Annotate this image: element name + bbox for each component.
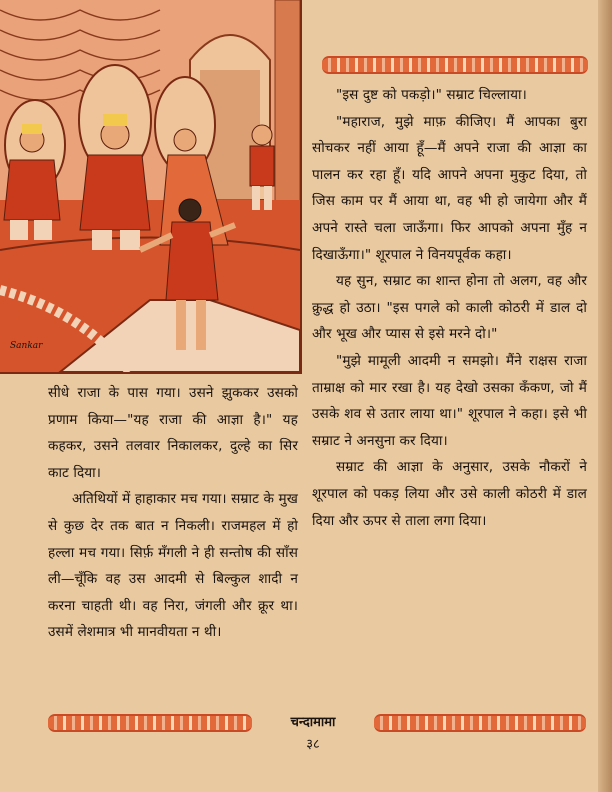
pillar: [275, 0, 300, 220]
page-number: ३८: [306, 737, 320, 752]
court-scene-image: [0, 0, 300, 372]
magazine-title: चन्दामामा: [290, 715, 336, 730]
artist-signature: Sankar: [10, 341, 43, 351]
paragraph: "इस दुष्ट को पकड़ो।" सम्राट चिल्लाया।: [336, 87, 527, 103]
paragraph: "मुझे मामूली आदमी न समझो। मैंने राक्षस राजा ताम्राक्ष को मार रखा है। यह देखो उसका कँकण, जो मैं उसके शव से उतार लाया था।" शूरपाल ने कहा। इसे भी सम्राट ने अनसुना कर दिया।: [312, 352, 587, 449]
paragraph: यह सुन, सम्राट का शान्त होना तो अलग, वह और क्रुद्ध हो उठा। "इस पगले को काली कोठरी में डाल दो और भूख और प्यास से इसे मरने दो।": [312, 273, 587, 343]
paragraph: सीधे राजा के पास गया। उसने झुककर उसको प्रणाम किया—"यह राजा की आज्ञा है।" यह कहकर, उसने तलवार निकालकर, दुल्हे का सिर काट दिया।: [48, 385, 298, 481]
story-illustration: [0, 0, 302, 374]
page-edge: [598, 0, 612, 792]
paragraph: सम्राट की आज्ञा के अनुसार, उसके नौकरों ने शूरपाल को पकड़ लिया और उसे काली कोठरी में डाल दिया और ऊपर से ताला लगा दिया।: [312, 459, 587, 529]
decorative-border-top: [322, 56, 588, 74]
decorative-border-bottom-left: [48, 714, 252, 732]
left-column-text: [48, 380, 298, 646]
paragraph: "महाराज, मुझे माफ़ कीजिए। मैं आपका बुरा सोचकर नहीं आया हूँ—मैं अपने राजा की आज्ञा का पालन कर रहा हूँ। यदि आपने अपना मुकुट दिया, तो जिस काम पर मैं आया था, वह भी हो जायेगा और मैं अपने रास्ते चला जाऊँगा। फिर आपको अपना मुँह न दिखाऊँगा।" शूरपाल ने विनयपूर्वक कहा।: [312, 113, 587, 263]
paragraph: अतिथियों में हाहाकार मच गया। सम्राट के मुख से कुछ देर तक बात न निकली। राजमहल में हो हल्ला मच गया। सिर्फ़ मँगली ने ही सन्तोष की साँस ली—चूँकि वह उस आदमी से बिल्कुल शादी न करना चाहती थी। वह निरा, जंगली और क्रूर था। उसमें लेशमात्र भी मानवीयता न थी।: [48, 491, 298, 641]
decorative-border-bottom-right: [374, 714, 586, 732]
right-column-text: [312, 82, 587, 534]
